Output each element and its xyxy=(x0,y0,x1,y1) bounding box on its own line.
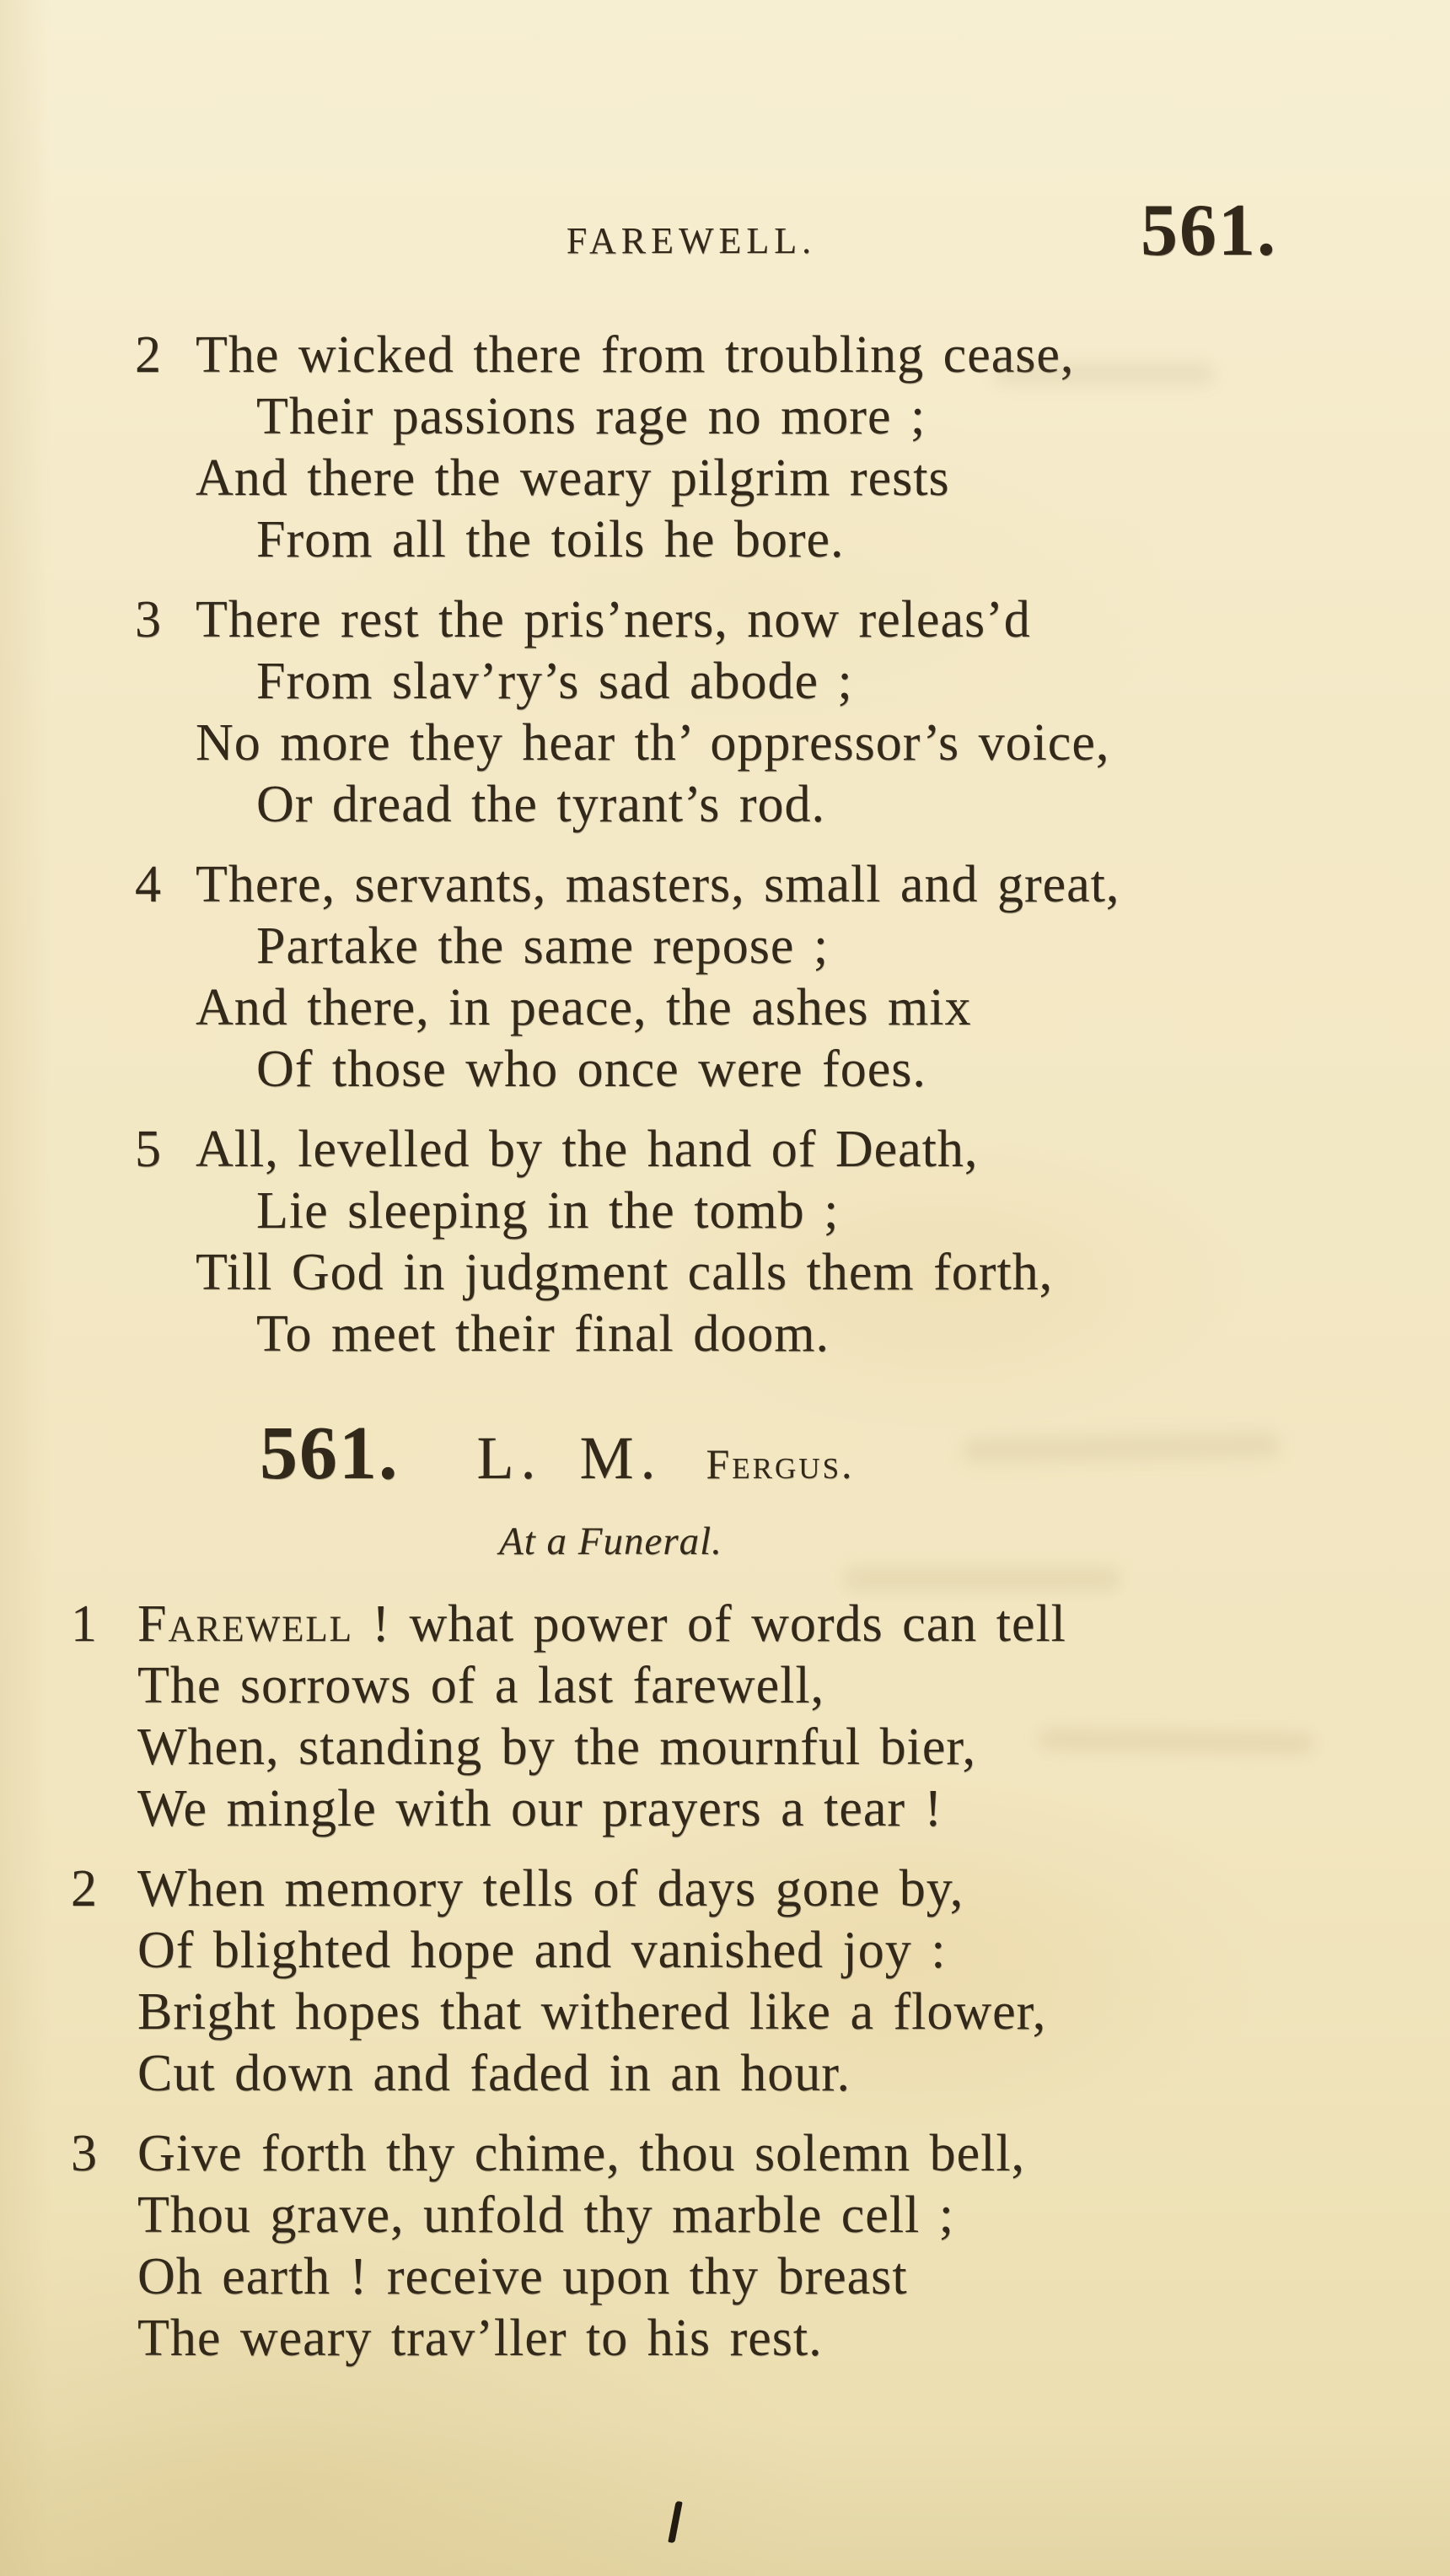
hymn-body xyxy=(0,1594,1450,2369)
stanza-number: 5 xyxy=(135,1121,161,1178)
stanza-4 xyxy=(0,854,1450,1100)
verse-line: There rest the pris’ners, now releas’d xyxy=(196,591,1031,648)
show-through-ghost xyxy=(961,1431,1282,1465)
stanza-lines xyxy=(196,589,1450,836)
ink-slash-mark xyxy=(668,2501,682,2544)
stanza-lines xyxy=(196,854,1450,1100)
verse-line xyxy=(137,1594,1450,1655)
verse-line: The weary trav’ller to his rest. xyxy=(137,2310,823,2367)
verse-line: To meet their final doom. xyxy=(256,1305,830,1363)
verse-line: Thou grave, unfold thy marble cell ; xyxy=(137,2186,955,2244)
stanza-number: 3 xyxy=(71,2125,97,2182)
verse-line: Give forth thy chime, thou solemn bell, xyxy=(137,2125,1026,2182)
stanza-lines xyxy=(137,1858,1450,2105)
verse-line: From all the toils he bore. xyxy=(256,511,845,568)
verse-line: When, standing by the mournful bier, xyxy=(137,1718,977,1776)
stanza-lines xyxy=(196,1119,1450,1365)
previous-hymn-continuation xyxy=(0,325,1450,1365)
hymn-heading-row xyxy=(260,1412,1450,1507)
verse-line: Till God in judgment calls them forth, xyxy=(196,1244,1054,1301)
stanza-lines xyxy=(137,2123,1450,2369)
lead-word: Farewell xyxy=(137,1595,353,1653)
verse-line: Cut down and faded in an hour. xyxy=(137,2045,851,2102)
verse-line: The sorrows of a last farewell, xyxy=(137,1657,825,1714)
stanza-number: 4 xyxy=(135,856,161,913)
verse-line: No more they hear th’ oppressor’s voice, xyxy=(196,714,1110,772)
verse-line: When memory tells of days gone by, xyxy=(137,1860,964,1917)
hymn-stanza-2 xyxy=(0,1858,1450,2105)
stanza-lines xyxy=(196,325,1450,571)
verse-line: From slav’ry’s sad abode ; xyxy=(256,653,853,710)
verse-line: And there, in peace, the ashes mix xyxy=(196,979,972,1036)
stanza-number: 1 xyxy=(71,1595,97,1653)
stanza-number: 2 xyxy=(135,326,161,384)
show-through-ghost xyxy=(843,1567,1121,1592)
hymn-stanza-3 xyxy=(0,2123,1450,2369)
verse-line: All, levelled by the hand of Death, xyxy=(196,1121,979,1178)
stanza-lines xyxy=(137,1594,1450,1840)
verse-line: Bright hopes that withered like a flower, xyxy=(137,1983,1047,2041)
hymn-number: 561. xyxy=(260,1412,400,1495)
verse-line: We mingle with our prayers a tear ! xyxy=(137,1780,943,1837)
verse-line: There, servants, masters, small and great, xyxy=(196,856,1120,913)
hymn-tune-name: Fergus. xyxy=(706,1440,855,1487)
running-title: FAREWELL. xyxy=(566,220,817,261)
stanza-2 xyxy=(0,325,1450,571)
verse-line-rest: ! what power of words can tell xyxy=(352,1595,1066,1653)
stanza-5 xyxy=(0,1119,1450,1365)
verse-line: Their passions rage no more ; xyxy=(256,388,926,445)
verse-line: The wicked there from troubling cease, xyxy=(196,326,1075,384)
hymn-stanza-1 xyxy=(0,1594,1450,1840)
verse-line: Of those who once were foes. xyxy=(256,1041,926,1098)
verse-line: Or dread the tyrant’s rod. xyxy=(256,776,825,833)
verse-line: Of blighted hope and vanished joy : xyxy=(137,1922,947,1979)
page-header xyxy=(0,190,1450,287)
hymn-occasion: At a Funeral. xyxy=(499,1519,722,1563)
show-through-ghost xyxy=(995,363,1214,385)
stanza-3 xyxy=(0,589,1450,836)
verse-line: Oh earth ! receive upon thy breast xyxy=(137,2248,908,2305)
page-number: 561. xyxy=(1141,190,1277,272)
stanza-number: 3 xyxy=(135,591,161,648)
verse-line: Lie sleeping in the tomb ; xyxy=(256,1182,840,1240)
hymn-meter: L. M. xyxy=(476,1424,663,1492)
stanza-number: 2 xyxy=(71,1860,97,1917)
show-through-ghost xyxy=(1037,1726,1315,1756)
verse-line: And there the weary pilgrim rests xyxy=(196,449,950,507)
verse-line: Partake the same repose ; xyxy=(256,917,830,975)
